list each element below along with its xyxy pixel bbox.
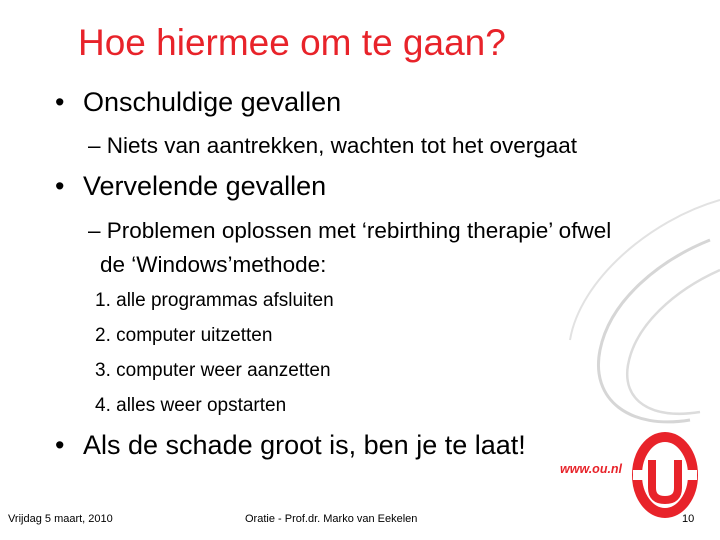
bullet-dot: •: [55, 87, 65, 117]
step-item: 2. computer uitzetten: [95, 325, 273, 346]
sub-bullet: – Problemen oplossen met ‘rebirthing therapie’ ofwel: [88, 218, 612, 243]
sub-bullet-continuation: de ‘Windows’methode:: [100, 252, 327, 277]
bullet-dot: •: [55, 430, 65, 460]
bullet-text: Onschuldige gevallen: [83, 87, 342, 117]
page-title: Hoe hiermee om te gaan?: [78, 22, 506, 63]
logo-url: www.ou.nl: [560, 462, 623, 476]
ou-logo-icon: [630, 430, 700, 520]
bullet-text: Als de schade groot is, ben je te laat!: [83, 430, 526, 460]
page-number: 10: [682, 513, 695, 525]
bullet-dot: •: [55, 171, 65, 201]
bullet-text: Vervelende gevallen: [83, 171, 327, 201]
footer-center: Oratie - Prof.dr. Marko van Eekelen: [245, 513, 418, 525]
step-item: 1. alle programmas afsluiten: [95, 290, 334, 311]
step-item: 4. alles weer opstarten: [95, 395, 287, 416]
step-item: 3. computer weer aanzetten: [95, 360, 331, 381]
sub-bullet: – Niets van aantrekken, wachten tot het overgaat: [88, 133, 578, 158]
footer-date: Vrijdag 5 maart, 2010: [8, 513, 113, 525]
